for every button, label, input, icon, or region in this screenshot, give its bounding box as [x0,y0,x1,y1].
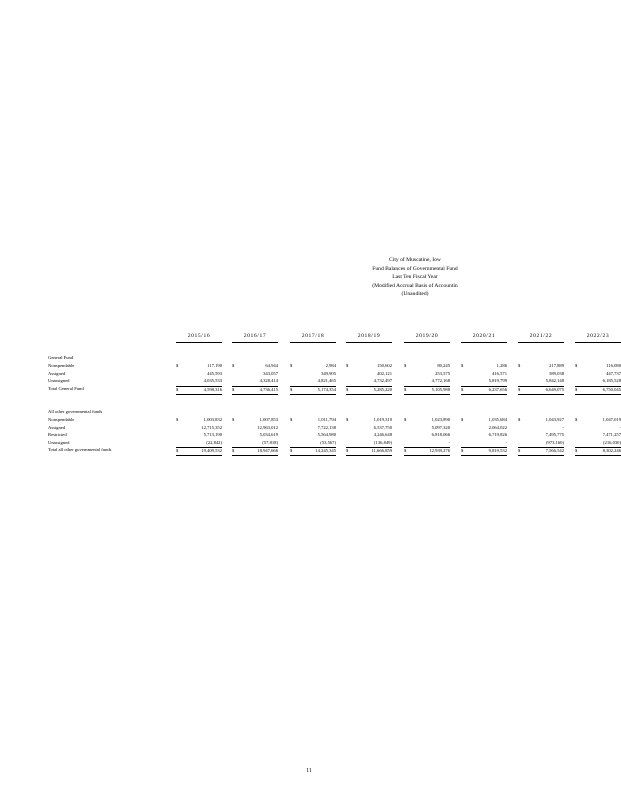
cell-value: 7,566,542 [545,448,564,453]
cell-value: - [448,439,450,445]
value-cell [346,447,392,456]
cell-value: 1,035,684 [488,417,507,422]
value-cell [575,425,621,433]
value-cell [461,417,507,425]
currency-symbol: $ [232,363,235,368]
cell-value: 4,246,648 [373,432,392,437]
value-cell [461,386,507,395]
cell-value: 6,818,066 [431,432,450,437]
cell-value: 4,736,415 [259,386,278,392]
year-header: 2019/20 [404,333,450,343]
value-cell [518,432,564,440]
cell-value: 5,819,799 [488,378,507,383]
value-cell [290,386,336,395]
year-header: 2021/22 [518,333,564,343]
currency-symbol: $ [232,386,235,392]
currency-symbol: $ [232,417,235,422]
cell-value: 1,007,853 [259,417,278,422]
value-cell [518,425,564,433]
cell-value: 6,750,045 [602,386,621,392]
cell-value: 2,064,022 [488,424,507,430]
value-cell [575,417,621,425]
title-line-period: Last Ten Fiscal Year [392,274,438,280]
cell-value: 4,732,497 [373,378,392,383]
value-cell [176,386,222,395]
cell-value: 19,409,532 [201,448,222,453]
title-line-audit: (Unaudited) [401,291,429,297]
cell-value: 11,666,859 [371,448,392,453]
value-cell [404,371,450,379]
value-cell [575,386,621,395]
cell-value: 217,889 [549,363,564,368]
value-cell [176,363,222,371]
table-row [48,432,620,440]
cell-value: 5,174,354 [317,386,336,392]
cell-value: (53,567) [320,439,336,445]
value-cell [518,417,564,425]
currency-symbol: $ [518,386,521,392]
row-label: Unassigned [48,439,70,445]
cell-value: 80,245 [437,363,450,368]
cell-value: 589,038 [549,370,564,376]
cell-value: 9,819,532 [488,448,507,453]
cell-value: - [505,439,507,445]
cell-value: 5,034,619 [259,432,278,437]
section-heading-general [48,355,620,363]
value-cell [176,425,222,433]
row-label: Assigned [48,370,66,376]
value-cell [232,417,278,425]
currency-symbol: $ [346,417,349,422]
value-cell [290,417,336,425]
value-cell [575,371,621,379]
table-row [48,425,620,433]
value-cell [290,447,336,456]
currency-symbol: $ [290,417,293,422]
cell-value: 402,121 [377,370,392,376]
cell-value: 116,080 [606,363,621,368]
currency-symbol: $ [518,448,521,453]
report-title [300,256,530,299]
cell-value: 5,842,148 [545,378,564,383]
year-header: 2020/21 [461,333,507,343]
currency-symbol: $ [575,386,578,392]
table-row [48,378,620,386]
currency-symbol: $ [461,386,464,392]
value-cell [290,371,336,379]
currency-symbol: $ [232,448,235,453]
value-cell [575,432,621,440]
value-cell [404,417,450,425]
table-row [48,417,620,425]
value-cell [290,432,336,440]
cell-value: 2,984 [325,363,336,368]
currency-symbol: $ [404,417,407,422]
cell-value: 445,593 [207,370,222,376]
cell-value: 1,011,794 [317,417,336,422]
cell-value: 1,019,310 [373,417,392,422]
cell-value: 1,286 [496,363,507,368]
currency-symbol: $ [290,386,293,392]
cell-value: 7,495,775 [545,432,564,437]
value-cell [232,425,278,433]
cell-value: 5,564,980 [317,432,336,437]
cell-value: 1,023,890 [431,417,450,422]
section-label: General Fund [48,355,74,360]
value-cell [575,363,621,371]
value-cell [404,363,450,371]
cell-value: 1,003,832 [203,417,222,422]
currency-symbol: $ [346,386,349,392]
cell-value: 6,185,528 [602,378,621,383]
currency-symbol: $ [176,363,179,368]
cell-value: 12,715,352 [201,424,222,430]
currency-symbol: $ [290,448,293,453]
cell-value: 7,722,138 [317,424,336,430]
currency-symbol: $ [404,448,407,453]
cell-value: (57,818) [262,439,278,445]
cell-value: (22,842) [206,439,222,445]
cell-value: 5,097,320 [431,424,450,430]
value-cell [518,386,564,395]
currency-symbol: $ [176,386,179,392]
cell-value: 1,043,927 [545,417,564,422]
row-label: Unassigned [48,378,70,383]
currency-symbol: $ [575,363,578,368]
value-cell [461,447,507,456]
cell-value: 8,302,246 [602,448,621,453]
value-cell [176,371,222,379]
value-cell [404,432,450,440]
row-label: Nonspendable [48,417,75,422]
value-cell [346,425,392,433]
table-row [48,440,620,448]
value-cell [346,432,392,440]
value-cell [518,447,564,456]
total-row [48,386,620,394]
title-line-city: City of Muscatine, Iow [389,257,441,263]
currency-symbol: $ [518,417,521,422]
row-label: Total General Fund [48,385,84,391]
year-header: 2017/18 [290,333,336,343]
value-cell [176,447,222,456]
cell-value: 6,237,656 [488,386,507,392]
currency-symbol: $ [290,363,293,368]
value-cell [461,432,507,440]
cell-value: (973,160) [546,439,564,445]
cell-value: 7,471,257 [602,432,621,437]
cell-value: 6,719,826 [488,432,507,437]
cell-value: 14,245,345 [315,448,336,453]
year-header: 2018/19 [346,333,392,343]
value-cell [404,425,450,433]
value-cell [461,371,507,379]
value-cell [346,363,392,371]
value-cell [461,425,507,433]
cell-value: 253,575 [435,370,450,376]
cell-value: 117,190 [207,363,222,368]
currency-symbol: $ [575,417,578,422]
cell-value: 1,047,019 [602,417,621,422]
cell-value: 4,772,168 [431,378,450,383]
row-label: Total all other governmental funds [48,447,112,452]
currency-symbol: $ [575,448,578,453]
cell-value: 447,737 [606,370,621,376]
value-cell [176,417,222,425]
year-header: 2016/17 [232,333,278,343]
value-cell [232,432,278,440]
currency-symbol: $ [518,363,521,368]
total-row [48,447,620,455]
cell-value: 12,939,276 [429,448,450,453]
value-cell [404,386,450,395]
currency-symbol: $ [346,448,349,453]
value-cell [290,363,336,371]
currency-symbol: $ [461,448,464,453]
cell-value: 349,905 [321,370,336,376]
cell-value: (136,849) [374,439,392,445]
value-cell [404,447,450,456]
value-cell [232,447,278,456]
cell-value: 343,057 [263,370,278,376]
value-cell [346,386,392,395]
cell-value: 64,944 [265,363,278,368]
cell-value: 5,285,220 [373,386,392,392]
currency-symbol: $ [176,448,179,453]
currency-symbol: $ [404,386,407,392]
cell-value: - [619,424,621,430]
cell-value: 5,713,190 [203,432,222,437]
currency-symbol: $ [461,363,464,368]
value-cell [346,417,392,425]
cell-value: 4,035,533 [203,378,222,383]
cell-value: 4,598,316 [203,386,222,392]
row-label: Nonspendable [48,363,75,368]
year-header: 2022/23 [575,333,621,343]
cell-value: 6,537,750 [373,424,392,430]
cell-value: 18,947,666 [257,448,278,453]
value-cell [232,363,278,371]
value-cell [232,386,278,395]
cell-value: 150,602 [377,363,392,368]
value-cell [176,432,222,440]
value-cell [461,363,507,371]
value-cell [518,363,564,371]
value-cell [290,425,336,433]
currency-symbol: $ [176,417,179,422]
cell-value: 5,105,988 [431,386,450,392]
cell-value: 12,963,012 [257,424,278,430]
currency-symbol: $ [404,363,407,368]
year-header: 2015/16 [176,333,222,343]
value-cell [518,371,564,379]
cell-value: - [562,424,564,430]
cell-value: 4,328,414 [259,378,278,383]
value-cell [346,371,392,379]
cell-value: 6,649,075 [545,386,564,392]
cell-value: 416,571 [492,370,507,376]
row-label: Restricted [48,432,67,437]
row-label: Assigned [48,424,66,430]
cell-value: 4,821,465 [317,378,336,383]
title-line-basis: (Modified Accrual Basis of Accountin [372,282,458,289]
currency-symbol: $ [461,417,464,422]
table-row [48,371,620,379]
cell-value: (216,030) [603,439,621,445]
table-row [48,363,620,371]
title-line-report: Fund Balances of Governmental Fund [372,265,458,272]
currency-symbol: $ [346,363,349,368]
value-cell [232,371,278,379]
section-heading-other [48,409,620,417]
page-number: 11 [306,768,312,774]
section-label: All other governmental funds [48,409,103,414]
value-cell [575,447,621,456]
